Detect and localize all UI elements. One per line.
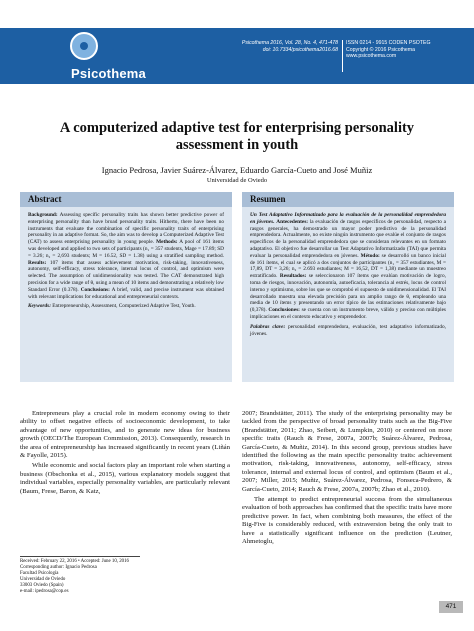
article-title: A computerized adaptive test for enterprising personality assessment in youth [59, 120, 415, 153]
keywords-text: Entrepreneurship, Assessment, Computerized Adaptive Test, Youth. [52, 303, 196, 310]
header-divider [342, 40, 343, 72]
results-label: Results: [28, 259, 47, 266]
journal-logo-text: Psicothema [71, 66, 146, 81]
resultados-label: Resultados: [279, 273, 307, 280]
methods-label: Methods: [156, 239, 178, 246]
footnote-rule [20, 556, 140, 557]
keywords-paragraph [28, 303, 224, 310]
body-paragraph: The attempt to predict entrepreneurial success from the simultaneous evaluation of both approaches has confirmed that the specific traits have more predictive power. In fact, when combining both measures, the effect of the Big-Five is considerably reduced, with extraversion being the only trait to have a statistically significant influence on the prediction (Leutner, Ahmetoglu, [242, 496, 452, 546]
metodo-text: se desarrolló un banco inicial de 161 ítems, el cual se aplicó a dos conjuntos de participantes (n₁ = 357 estudiantes, M = 17,89, DT = 3,26; n₂ = 2.693 estudiantes; M = 16,52, DT = 1,38) mediante un muestreo estratificado. [250, 252, 447, 280]
citation-info [220, 40, 338, 54]
footnote [20, 559, 220, 596]
antecedentes-label: Antecedentes: [276, 218, 309, 225]
abstract-heading: Abstract [20, 192, 232, 207]
footnote-email: e-mail: ipedrosa@cop.es [20, 589, 69, 595]
palabras-label: Palabras clave: [250, 323, 286, 330]
resumen-body [242, 207, 454, 345]
resumen-title: Un Test Adaptativo Informatizado para la evaluación de la personalidad emprendedora en jóvenes. [250, 212, 446, 225]
page-number: 471 [439, 601, 463, 613]
abstract-body [20, 207, 232, 318]
journal-logo-icon [70, 32, 98, 60]
palabras-text: personalidad emprendedora, evaluación, test adaptativo informatizado, jóvenes. [250, 323, 446, 337]
journal-info [346, 40, 456, 60]
issn-line: ISSN 0214 - 9915 CODEN PSOTEG [346, 40, 431, 46]
palabras-paragraph [250, 324, 446, 338]
body-column-right [242, 410, 452, 549]
keywords-label: Keywords: [28, 303, 51, 310]
metodo-label: Método: [360, 252, 380, 259]
website-line: www.psicothema.com [346, 53, 397, 59]
footnote-faculty: Facultad Psicología [20, 571, 59, 577]
body-paragraph: 2007; Brandstätter, 2011). The study of the enterprising personality may be tackled from the perspective of broad personality traits such as the Big-Five (Brandstätter, 2011; Zhao, Seibert, & Lumpkin, 2010) or centered on more specific traits (Rauch & Frese, 2007a, 2007b; Suárez-Álvarez, Pedrosa, García-Cueto, & Muñiz, 2014). In this second group, previous studies have identified the following as the main specific personality traits: achievement motivation, risk-taking, innovativeness, autonomy, self-efficacy, stress tolerance, internal and external locus of control, and optimism (Baum et al., 2007; Miller, 2015; Muñiz, Suárez-Álvarez, Pedrosa, Fonseca-Pedrero, & García-Cueto, 2014; Rauch & Frese, 2007a, 2007b; Zhao et al., 2010). [242, 410, 452, 493]
conclusions-label: Conclusions: [80, 286, 110, 293]
body-column-left [20, 410, 230, 498]
footnote-city: 33003 Oviedo (Spain) [20, 583, 64, 589]
copyright-line: Copyright © 2016 Psicothema [346, 46, 415, 53]
abstract-paragraph [28, 212, 224, 300]
footnote-university: Universidad de Oviedo [20, 577, 66, 583]
conclusiones-text: se cuenta con un instrumento breve, válido y preciso con múltiples implicaciones en el contexto educativo y emprendedor. [250, 307, 446, 320]
article-affiliation: Universidad de Oviedo [206, 177, 268, 184]
resumen-paragraph [250, 212, 446, 321]
article-authors: Ignacio Pedrosa, Javier Suárez-Álvarez, Eduardo García-Cueto and José Muñiz [101, 165, 373, 175]
conclusions-text: A brief, valid, and precise instrument was obtained with relevant implications for educational and entrepreneurial contexts. [28, 286, 224, 300]
conclusiones-label: Conclusiones: [268, 307, 300, 314]
resumen-box [242, 192, 454, 382]
resumen-heading: Resumen [242, 192, 454, 207]
methods-text: A pool of 161 items was developed and applied to two sets of participants (n₁ = 357 students, Mage = 17.89; SD = 3.26; n₂ = 2,693 students; M = 16.52, SD = 1.38) using a stratified sampling method. [28, 239, 224, 259]
body-paragraph: Entrepreneurs play a crucial role in modern economy owing to their ability to offset negative effects of socioeconomic development, to take advantage of new opportunities, and to generate new ideas for business growth (OECD/The European Commission, 2013). Consequently, research in the area of entrepreneurship has increased significantly in recent years (Liñán & Fayolle, 2015). [20, 410, 230, 460]
background-text: Assessing specific personality traits has shown better predictive power of enterprising personality than have broad personality traits. Hitherto, there have been no instruments that evaluate the combination of specific personality traits of enterprising personality in an adaptive format. So, the aim was to develop a Computerized Adaptive Test (CAT) to assess enterprising personality in young people. [28, 212, 224, 246]
footnote-corresponding: Corresponding author: Ignacio Pedrosa [20, 565, 97, 571]
results-text: 107 items that assess achievement motivation, risk-taking, innovativeness, autonomy, self-efficacy, stress tolerance, internal locus of control, and optimism were selected. The assumption of unidimensionality was tested. The CAT demonstrated high precision for a wide range of θ, using a mean of 10 items and demonstrating a relatively low Standard Error (0.378). [28, 259, 224, 293]
footnote-dates: Received: February 22, 2016 • Accepted: June 10, 2016 [20, 559, 130, 564]
abstract-box [20, 192, 232, 382]
citation-volume: Psicothema 2016, Vol. 28, No. 4, 471-478 [241, 40, 338, 46]
resultados-text: se seleccionaron 107 ítems que evalúan motivación de logro, toma de riesgos, innovación, autonomía, autoeficacia, tolerancia al estrés, locus de control interno y optimismo, sobre los que se comprobó el supuesto de unidimensionalidad. El TAI desarrollado muestra una elevada precisión para un amplio rango de θ, empleando una media de 10 ítems y presentando un error típico de las estimaciones relativamente bajo (0,378). [250, 273, 446, 314]
citation-doi: doi: 10.7334/psicothema2016.68 [262, 47, 338, 53]
background-label: Background: [28, 212, 58, 218]
antecedentes-text: la evaluación de rasgos específicos de personalidad, respecto a rasgos generales, ha demostrado un mayor poder predictivo de la personalidad emprendedora. Actualmente, no existe ningún instrumento que evalúe el conjunto de rasgos específicos de la personalidad emprendedora que se consideran relevantes en un formato adaptativo. El objetivo fue desarrollar un Test Adaptativo Informatizado (TAI) que permita evaluar la personalidad emprendedora en jóvenes. [250, 218, 446, 259]
body-paragraph: While economic and social factors play an important role when starting a business (Obschonka et al., 2015), various explanatory models suggest that individual variables, especially personality variables, are particularly relevant (Baum, Frese, Baron, & Katz, [20, 462, 230, 495]
